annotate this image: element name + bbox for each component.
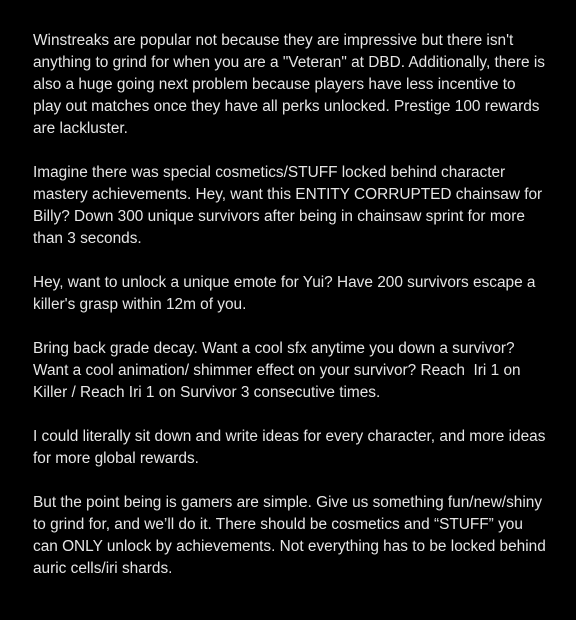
paragraph-yui-emote: Hey, want to unlock a unique emote for Yui? Have 200 survivors escape a killer's grasp within 12m of you. (33, 274, 540, 313)
paragraph-conclusion: But the point being is gamers are simple. Give us something fun/new/shiny to grind for, and we’ll do it. There should be cosmetics and “STUFF” you can ONLY unlock by achievements. Not everything has to be locked behind auric cells/iri shards. (33, 494, 551, 577)
paragraph-mastery-achievements: Imagine there was special cosmetics/STUFF locked behind character mastery achievements. Hey, want this ENTITY CORRUPTED chainsaw for Billy? Down 300 unique survivors after being in chainsaw sprint for more than 3 seconds. (33, 164, 547, 247)
paragraph-ideas: I could literally sit down and write ideas for every character, and more ideas for more global rewards. (33, 428, 550, 467)
paragraph-grade-decay: Bring back grade decay. Want a cool sfx anytime you down a survivor? Want a cool animation/ shimmer effect on your survivor? Reach Iri 1 on Killer / Reach Iri 1 on Survivor 3 consecutive times. (33, 340, 525, 401)
paragraph-winstreaks: Winstreaks are popular not because they are impressive but there isn't anything to grind for when you are a "Veteran" at DBD. Additionally, there is also a huge going next problem because players have less incentive to play out matches once they have all perks unlocked. Prestige 100 rewards are lackluster. (33, 32, 550, 137)
